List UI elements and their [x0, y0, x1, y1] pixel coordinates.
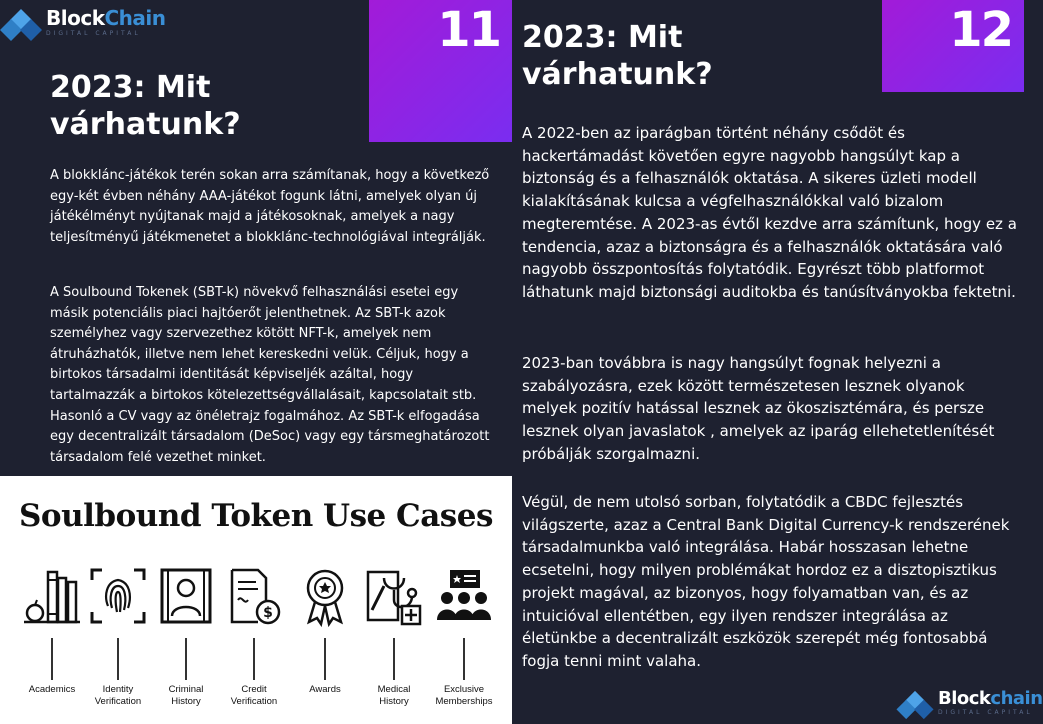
logo-diamonds-icon [2, 8, 40, 42]
logo-diamonds-icon [898, 690, 932, 720]
page-title-line2: várhatunk? [50, 106, 241, 142]
medical-icon [364, 566, 424, 626]
use-case-label: Exclusive Memberships [435, 684, 493, 707]
page-12 [512, 0, 1043, 724]
blockchain-logo [898, 690, 1043, 720]
academics-icon [22, 566, 82, 626]
award-ribbon-icon [295, 566, 355, 626]
use-case-label: Awards [309, 684, 341, 695]
use-case-label: Criminal History [168, 684, 204, 707]
membership-group-icon [434, 566, 494, 626]
paragraph-sbt: A Soulbound Tokenek (SBT-k) növekvő felhasználási esetei egy másik potenciális piaci hajtóerőt jelenthetnek. Az SBT-k azok személyhez vagy szervezethez kötött NFT-k, amelyek nem átruházhatók, illetve nem lehet kereskedni velük. Céljuk, hogy a birtokos társadalmi identitását képviseljék azáltal, hogy tartalmazzák a birtokos kötelezettségvállalásait, kapcsolatait stb. Hasonló a CV vagy az önéletrajz fogalmához. Az SBT-k elfogadása egy decentralizált társadalom (DeSoc) vagy egy társmeghatározott társadalom felé vezethet minket. [50, 285, 490, 465]
page-title [522, 20, 713, 93]
connector-line [117, 638, 119, 680]
page-number: 12 [949, 2, 1012, 58]
paragraph-cbdc: Végül, de nem utolsó sorban, folytatódik a CBDC fejlesztés világszerte, azaz a Central Bank Digital Currency-k rendszerének társadalmunkba való integrálása. Habár hosszasan lehetne ecsetelni, hogy milyen problémákat hordoz ez a disztopisztikus projekt magával, az bizonyos, hogy folyamatban van, és az intuicióval ellentétben, egy ilyen rendszer integrálása az életünkbe a decentralizált eszközök szerepét még fontosabbá fogja tenni mint valaha. [522, 493, 1010, 670]
connector-line [185, 638, 187, 680]
use-case-label: Identity Verification [94, 684, 142, 707]
page-title [50, 70, 241, 143]
logo-wordmark: Blockchain [938, 688, 1043, 709]
logo-tagline: DIGITAL CAPITAL [938, 709, 1033, 716]
page-number: 11 [437, 2, 500, 58]
connector-line [51, 638, 53, 680]
use-case-label: Medical History [377, 684, 411, 707]
credit-document-icon [224, 566, 284, 626]
logo-tagline: DIGITAL CAPITAL [46, 30, 141, 37]
page-title-line2: várhatunk? [522, 56, 713, 92]
connector-line [324, 638, 326, 680]
use-case-memberships [426, 566, 502, 716]
page-11 [0, 0, 512, 724]
blockchain-logo [2, 8, 166, 42]
sbt-use-cases-infographic [0, 476, 512, 724]
page-title-line1: 2023: Mit [522, 20, 683, 55]
page-number-box [882, 0, 1024, 92]
connector-line [463, 638, 465, 680]
use-case-label: Credit Verification [230, 684, 278, 707]
page-number-box [369, 0, 512, 142]
connector-line [393, 638, 395, 680]
connector-line [253, 638, 255, 680]
svg-text:$: $ [263, 605, 273, 621]
infographic-title: Soulbound Token Use Cases [19, 498, 493, 534]
page-title-line1: 2023: Mit [50, 70, 211, 105]
logo-wordmark: BlockChain [46, 6, 166, 30]
paragraph-gaming: A blokklánc-játékok terén sokan arra számítanak, hogy a következő egy-két évben néhány AAA-játékot fogunk látni, amelyek olyan új játékélményt nyújtanak majd a játékosoknak, amelyek a nagy teljesítményű játékmenetet a blokklánc-technológiával integrálják. [50, 168, 490, 245]
paragraph-security: A 2022-ben az iparágban történt néhány csődöt és hackertámadást követően egyre nagyobb hangsúlyt kap a biztonság és a felhasználók oktatása. A sikeres üzleti modell kialakításának kulcsa a végfelhasználókkal való bizalom megteremtése. A 2023-as évtől kezdve arra számítunk, hogy ez a tendencia, azaz a biztonságra és a felhasználók oktatására való nagyobb összpontosítás folytatódik. Egyrészt több platformot láthatunk majd biztonsági auditokba és tanúsítványokba fektetni. [522, 124, 1017, 301]
prisoner-icon [156, 566, 216, 626]
use-case-label: Academics [28, 684, 76, 695]
fingerprint-icon [88, 566, 148, 626]
paragraph-regulation: 2023-ban továbbra is nagy hangsúlyt fognak helyezni a szabályozásra, ezek között természetesen lesznek olyanok melyek pozitív hatással lesznek az ökoszisztémára, és persze lesznek olyan javaslatok , amelyek az iparág ellehetetlenítését próbálják szorgalmazni. [522, 354, 995, 463]
